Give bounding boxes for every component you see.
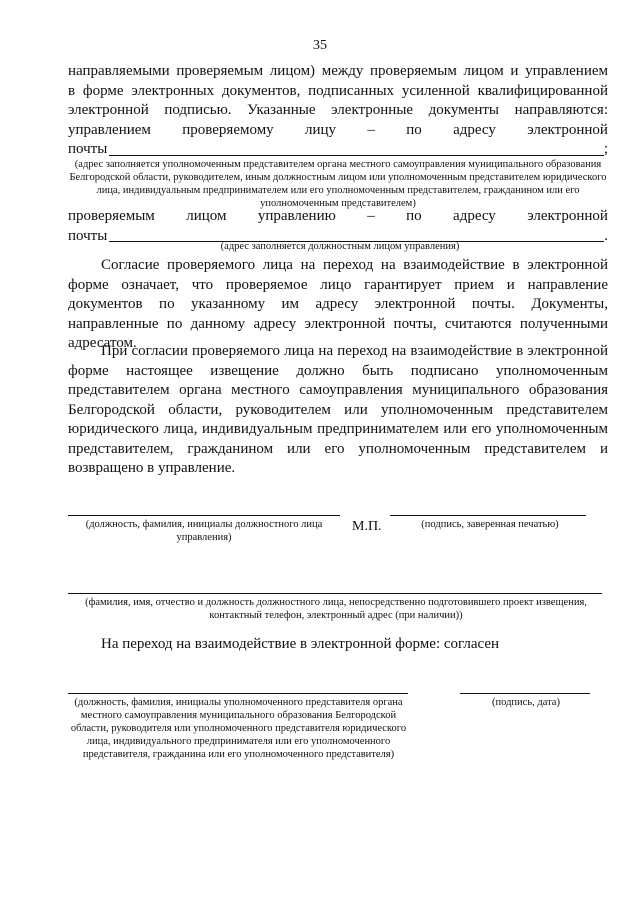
text-line: направляемыми проверяемым лицом) между проверяемым лицом и управлением bbox=[68, 63, 608, 79]
word: лицом bbox=[186, 208, 227, 224]
email-label: почты bbox=[68, 227, 108, 244]
email-fill-line-1 bbox=[68, 140, 608, 160]
word: управлению bbox=[257, 208, 336, 224]
word: электронной bbox=[527, 208, 608, 224]
word: лицу bbox=[305, 121, 337, 138]
word: по bbox=[406, 121, 422, 138]
punct: . bbox=[604, 227, 608, 244]
caption-signature-date: (подпись, дата) bbox=[492, 697, 560, 708]
text-line: электронной подписью. Указанные электронные документы направляются: bbox=[68, 102, 608, 118]
word: управлением bbox=[68, 121, 151, 138]
paragraph-signing-instructions: При согласии проверяемого лица на переход на взаимодействие в электронной форме настоящее извещение должно быть подписано уполномоченным представителем органа местного самоуправления муниципального образования Белгородской области, руководителем или уполномоченным представителем юридического лица, индивидуальным предпринимателем или его уполномоченным представителем, гражданином или его уполномоченным представителем и возвращено в управление. bbox=[68, 343, 608, 476]
text-line-spread bbox=[68, 207, 608, 227]
paragraph-electronic-docs bbox=[68, 62, 608, 160]
word: – bbox=[367, 208, 375, 224]
word: по bbox=[406, 208, 422, 224]
signature-line-date bbox=[460, 693, 590, 694]
consent-statement: На переход на взаимодействие в электронной форме: согласен bbox=[101, 636, 500, 652]
punct: ; bbox=[603, 141, 608, 157]
word: проверяемому bbox=[182, 121, 274, 138]
seal-mark: М.П. bbox=[352, 519, 382, 534]
email-label: почты bbox=[68, 141, 108, 157]
page-number: 35 bbox=[313, 38, 327, 53]
word: электронной bbox=[527, 121, 608, 138]
text-line-spread bbox=[68, 121, 608, 141]
word: проверяемым bbox=[68, 208, 155, 224]
text-line: в форме электронных документов, подписанных усиленной квалифицированной bbox=[68, 82, 608, 99]
paragraph-consent-meaning: Согласие проверяемого лица на переход на взаимодействие в электронной форме означает, что проверяемое лицо гарантирует прием и направление документов по указанному им адресу электронной почты. Документы, направленные по данному адресу электронной почты, считаются полученными адресатом. bbox=[68, 257, 608, 351]
caption-official-name: (должность, фамилия, инициалы должностного лица управления) bbox=[85, 519, 323, 543]
signature-line-representative bbox=[68, 693, 408, 694]
note-address-representative: (адрес заполняется уполномоченным представителем органа местного самоуправления муниципального образования Белгородской области, руководителем, иным должностным лицом или уполномоченным представителем юридического лица, индивидуальным предпринимателем или его уполномоченным представителем, гражданином или его уполномоченным представителем) bbox=[69, 159, 607, 209]
word: адресу bbox=[453, 208, 496, 224]
note-address-official: (адрес заполняется должностным лицом управления) bbox=[220, 241, 460, 252]
signature-line-sealed bbox=[390, 515, 586, 516]
caption-signature-sealed: (подпись, заверенная печатью) bbox=[421, 519, 559, 530]
signature-line-official bbox=[68, 515, 340, 516]
word: – bbox=[367, 121, 375, 138]
blank-line bbox=[109, 155, 604, 156]
preparer-line bbox=[68, 593, 602, 594]
caption-preparer: (фамилия, имя, отчество и должность должностного лица, непосредственно подготовившего проект извещения, контактный телефон, электронный адрес (при наличии)) bbox=[85, 597, 587, 621]
caption-representative: (должность, фамилия, инициалы уполномоченного представителя органа местного самоуправления муниципального образования Белгородской области, руководителя или уполномоченного представителя юридического лица, индивидуального предпринимателя или его уполномоченного представителя, гражданина или его уполномоченного представителя) bbox=[70, 697, 407, 760]
word: адресу bbox=[453, 121, 496, 138]
